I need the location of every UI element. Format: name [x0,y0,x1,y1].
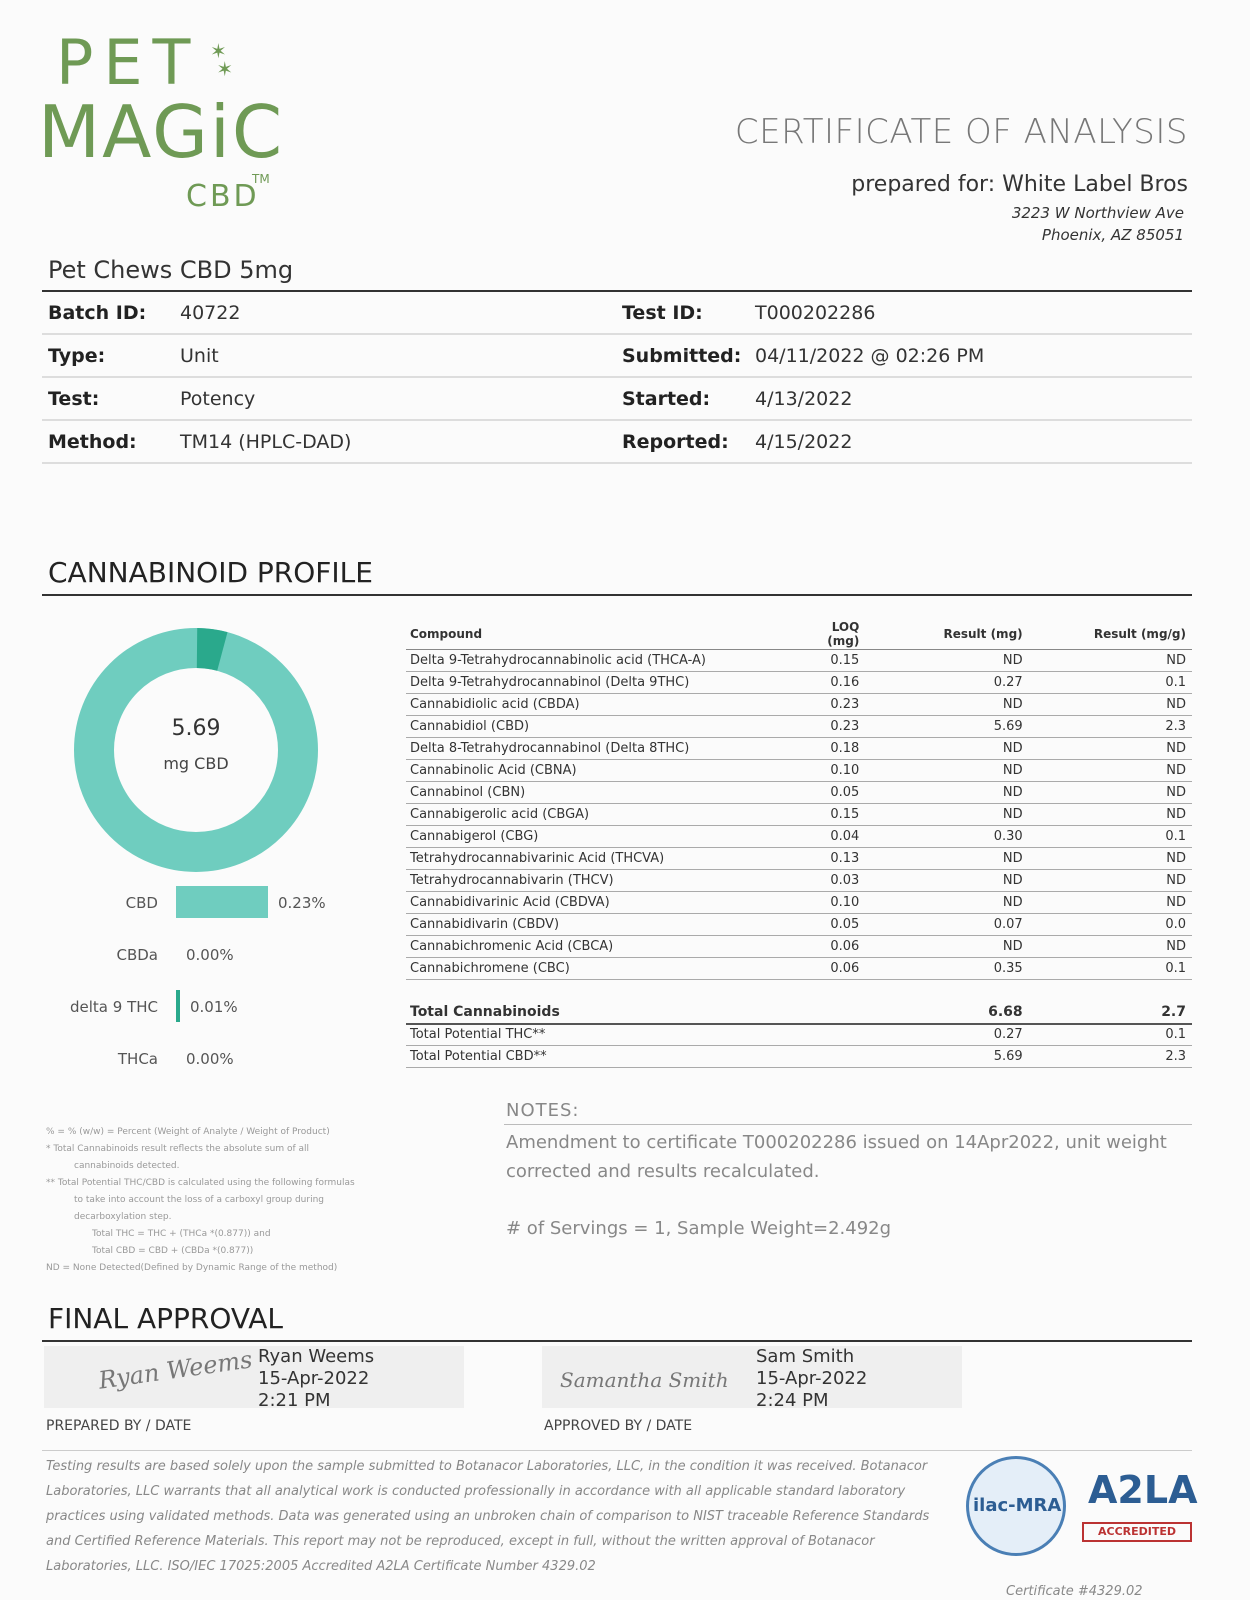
compound-cell: 0.15 [804,650,865,672]
footnote: to take into account the loss of a carboxyl group during [74,1195,324,1205]
compound-row [406,892,1192,914]
product-info-table [42,292,1192,464]
prepared-signature: Ryan Weems [96,1345,254,1395]
logo-word-cbd: CBD [186,179,260,214]
compound-cell: ND [1029,738,1192,760]
compound-cell: 0.05 [804,782,865,804]
compound-row [406,738,1192,760]
compound-cell: 0.05 [804,914,865,936]
compound-cell: ND [1029,782,1192,804]
compound-cell: 0.35 [865,958,1028,980]
ilac-label: ilac-MRA [973,1495,1062,1516]
brand-logo [38,26,285,222]
compound-name: Tetrahydrocannabivarinic Acid (THCVA) [406,848,804,870]
compound-cell: 0.10 [804,760,865,782]
notes-text: Amendment to certificate T000202286 issued on 14Apr2022, unit weight corrected and results recalculated. [506,1132,1167,1182]
compound-cell: ND [1029,848,1192,870]
approved-signature: Samantha Smith [560,1368,729,1392]
mini-bar-cbd [176,886,268,918]
footnote: ND = None Detected(Defined by Dynamic Range of the method) [46,1263,338,1273]
compound-row [406,826,1192,848]
compound-row [406,650,1192,672]
donut-ring [94,648,298,852]
info-label: Batch ID: [48,302,147,324]
compound-cell: ND [865,848,1028,870]
info-value: 4/13/2022 [755,388,853,410]
footnote: ** Total Potential THC/CBD is calculated using the following formulas [46,1178,355,1188]
notes-title: NOTES: [506,1100,580,1121]
total-row [406,1046,1192,1068]
compound-cell: 0.16 [804,672,865,694]
mini-label-cbda: CBDa [116,946,158,964]
compound-cell: 6.68 [865,1002,1028,1024]
compound-name: Cannabinolic Acid (CBNA) [406,760,804,782]
info-row [42,335,1192,378]
mini-value-thca: 0.00% [186,1050,234,1068]
ilac-mra-badge-icon [966,1456,1066,1556]
notes-servings: # of Servings = 1, Sample Weight=2.492g [506,1218,892,1239]
table-spacer [406,980,1192,1002]
donut-unit: mg CBD [163,754,229,773]
compound-cell: 2.3 [1029,1046,1192,1068]
compound-row [406,760,1192,782]
compound-cell: ND [1029,760,1192,782]
prepared-by-time: 2:21 PM [258,1390,331,1411]
compound-cell: 0.1 [1029,826,1192,848]
info-value: T000202286 [755,302,876,324]
compound-cell: 0.18 [804,738,865,760]
product-name: Pet Chews CBD 5mg [48,256,294,284]
compound-cell: 0.10 [804,892,865,914]
compound-name: Delta 9-Tetrahydrocannabinolic acid (THCA-A) [406,650,804,672]
footnote: Total THC = THC + (THCa *(0.877)) and [92,1229,271,1239]
compound-cell: 0.15 [804,804,865,826]
info-row [42,421,1192,464]
compound-cell: ND [865,650,1028,672]
cbd-donut-chart [74,628,318,872]
footnote: Total CBD = CBD + (CBDa *(0.877)) [92,1246,254,1256]
compound-cell: 0.23 [804,716,865,738]
approved-by-date: 15-Apr-2022 [756,1368,868,1389]
col-header: LOQ (mg) [804,620,865,650]
compound-cell [804,1002,865,1024]
compound-table-header [406,620,1192,650]
compound-cell [804,1024,865,1046]
footnote: cannabinoids detected. [74,1161,180,1171]
mini-label-thca: THCa [117,1050,158,1068]
compound-name: Total Potential CBD** [406,1046,804,1068]
notes-divider [504,1124,1192,1125]
prepared-for: prepared for: White Label Bros [851,172,1188,197]
info-value: 04/11/2022 @ 02:26 PM [755,345,985,367]
compound-cell: 0.03 [804,870,865,892]
compound-cell: 0.13 [804,848,865,870]
logo-trademark: TM [252,172,270,186]
compound-name: Total Potential THC** [406,1024,804,1046]
compound-row [406,958,1192,980]
compound-cell: 5.69 [865,1046,1028,1068]
compound-name: Cannabichromene (CBC) [406,958,804,980]
compound-row [406,782,1192,804]
total-row [406,1024,1192,1046]
compound-cell: ND [1029,892,1192,914]
compound-cell: ND [865,782,1028,804]
info-label: Submitted: [622,345,742,367]
address-line-2: Phoenix, AZ 85051 [1041,226,1184,244]
compound-name: Cannabidiolic acid (CBDA) [406,694,804,716]
compound-name: Delta 8-Tetrahydrocannabinol (Delta 8THC) [406,738,804,760]
logo-stars-icon: ✶ ✶ [210,39,234,81]
compound-cell: ND [865,760,1028,782]
total-row [406,1002,1192,1024]
mini-bar-d9thc [176,990,180,1022]
compound-row [406,716,1192,738]
compound-name: Cannabigerolic acid (CBGA) [406,804,804,826]
address-line-1: 3223 W Northview Ave [1011,204,1184,222]
info-label: Test ID: [622,302,703,324]
compound-cell: ND [1029,804,1192,826]
mini-label-d9thc: delta 9 THC [70,998,158,1016]
footnote: % = % (w/w) = Percent (Weight of Analyte / Weight of Product) [46,1127,330,1137]
compound-cell: ND [1029,650,1192,672]
compound-name: Delta 9-Tetrahydrocannabinol (Delta 9THC) [406,672,804,694]
compound-name: Tetrahydrocannabivarin (THCV) [406,870,804,892]
compound-cell: ND [1029,870,1192,892]
compound-cell: 0.30 [865,826,1028,848]
approved-by-time: 2:24 PM [756,1390,829,1411]
mini-label-cbd: CBD [125,894,158,912]
logo-word-magic: MAGiC [38,90,285,174]
compound-cell: 2.7 [1029,1002,1192,1024]
compound-cell: 0.0 [1029,914,1192,936]
accredited-label: ACCREDITED [1082,1522,1192,1542]
compound-row [406,870,1192,892]
a2la-label: A2LA [1088,1468,1198,1512]
compound-cell: ND [1029,936,1192,958]
info-label: Reported: [622,431,729,453]
compound-cell: 0.1 [1029,672,1192,694]
info-value: 4/15/2022 [755,431,853,453]
compound-cell: ND [865,870,1028,892]
approved-by-name: Sam Smith [756,1346,855,1367]
profile-title: CANNABINOID PROFILE [48,556,373,589]
info-value: Unit [180,345,219,367]
prepared-by-name: Ryan Weems [258,1346,375,1367]
compound-row [406,804,1192,826]
info-label: Test: [48,388,100,410]
compound-cell: ND [865,694,1028,716]
approved-by-caption: APPROVED BY / DATE [544,1418,693,1434]
info-row [42,292,1192,335]
col-header: Result (mg) [865,620,1028,650]
compound-name: Cannabidiol (CBD) [406,716,804,738]
compound-row [406,694,1192,716]
compound-cell [804,1046,865,1068]
compound-cell: 0.1 [1029,1024,1192,1046]
certificate-number: Certificate #4329.02 [1006,1584,1143,1599]
mini-value-cbd: 0.23% [278,894,326,912]
compound-table [406,620,1192,1068]
compound-cell: ND [865,804,1028,826]
compound-name: Cannabidivarin (CBDV) [406,914,804,936]
compound-cell: 0.27 [865,1024,1028,1046]
compound-cell: 0.27 [865,672,1028,694]
compound-cell: ND [865,892,1028,914]
compound-cell: 0.06 [804,958,865,980]
compound-cell: 5.69 [865,716,1028,738]
info-value: TM14 (HPLC-DAD) [180,431,352,453]
footnote: decarboxylation step. [74,1212,172,1222]
compound-cell: 0.1 [1029,958,1192,980]
compound-cell: ND [1029,694,1192,716]
disclaimer-divider [42,1450,1192,1451]
compound-cell: 0.07 [865,914,1028,936]
footnotes [46,1124,406,1277]
compound-cell: 0.06 [804,936,865,958]
info-label: Method: [48,431,137,453]
mini-value-cbda: 0.00% [186,946,234,964]
compound-name: Total Cannabinoids [406,1002,804,1024]
info-label: Type: [48,345,106,367]
approval-title: FINAL APPROVAL [48,1302,284,1335]
info-row [42,378,1192,421]
donut-highlight-segment [197,648,222,651]
compound-cell: 0.23 [804,694,865,716]
info-value: 40722 [180,302,241,324]
compound-name: Cannabinol (CBN) [406,782,804,804]
info-value: Potency [180,388,256,410]
profile-divider [42,594,1192,596]
compound-row [406,914,1192,936]
compound-row [406,936,1192,958]
footnote: * Total Cannabinoids result reflects the absolute sum of all [46,1144,310,1154]
document-title: CERTIFICATE OF ANALYSIS [734,112,1188,152]
compound-row [406,848,1192,870]
compound-row [406,672,1192,694]
disclaimer-text: Testing results are based solely upon the sample submitted to Botanacor Laboratories, LLC, in the condition it was received. Botanacor Laboratories, LLC warrants that all analytical work is conducted professionally in accordance with all applicable standard laboratory practices using validated methods. Data was generated using an unbroken chain of comparison to NIST traceable Reference Standards and Certified Reference Materials. This report may not be reproduced, except in full, without the written approval of Botanacor Laboratories, LLC. ISO/IEC 17025:2005 Accredited A2LA Certificate Number 4329.02 [46,1459,930,1574]
approval-divider [42,1340,1192,1342]
mini-value-d9thc: 0.01% [190,998,238,1016]
compound-cell: 0.04 [804,826,865,848]
compound-name: Cannabidivarinic Acid (CBDVA) [406,892,804,914]
a2la-badge-icon [1082,1458,1198,1548]
compound-cell: ND [865,936,1028,958]
compound-name: Cannabichromenic Acid (CBCA) [406,936,804,958]
logo-word-pet: PET [56,26,201,99]
prepared-by-date: 15-Apr-2022 [258,1368,370,1389]
prepared-by-caption: PREPARED BY / DATE [46,1418,192,1434]
col-header: Compound [406,620,804,650]
compound-cell: 2.3 [1029,716,1192,738]
donut-value: 5.69 [171,716,221,741]
col-header: Result (mg/g) [1029,620,1192,650]
info-label: Started: [622,388,711,410]
compound-cell: ND [865,738,1028,760]
compound-name: Cannabigerol (CBG) [406,826,804,848]
